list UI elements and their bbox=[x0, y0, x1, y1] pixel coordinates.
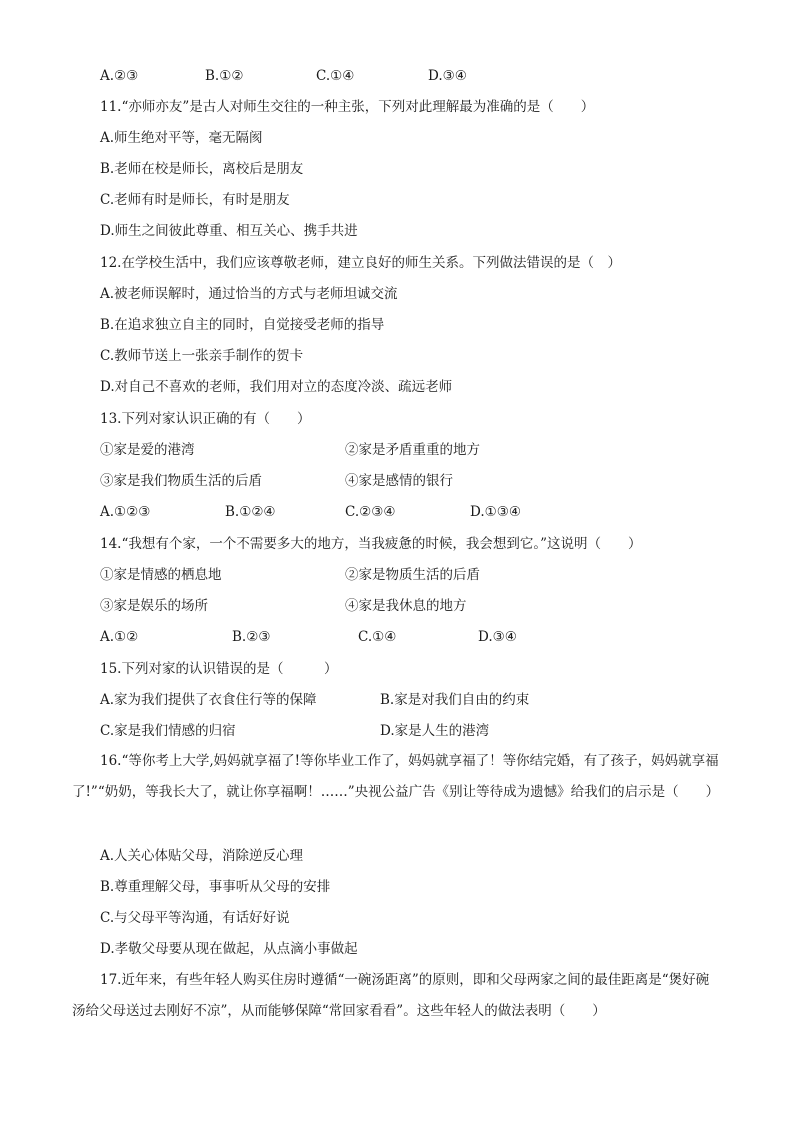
q15-option-b: B.家是对我们自由的约束 bbox=[380, 692, 530, 708]
q12-option-c: C.教师节送上一张亲手制作的贺卡 bbox=[100, 348, 304, 364]
q14-statement-4: ④家是我休息的地方 bbox=[345, 598, 467, 614]
q16-stem: 16.“等你考上大学,妈妈就享福了!等你毕业工作了，妈妈就享福了！等你结完婚，有了孩子，妈妈就享福了!”“奶奶，等我长大了，就让你享福啊！……”央视公益广告《别让等待成为遗憾》给我们的启示是（ ） bbox=[72, 753, 720, 800]
q10-option-c: C.①④ bbox=[316, 68, 355, 84]
q13-statement-3: ③家是我们物质生活的后盾 bbox=[100, 473, 262, 489]
q15-stem: 15.下列对家的认识错误的是（ ） bbox=[100, 661, 338, 677]
q12-option-d: D.对自己不喜欢的老师，我们用对立的态度冷淡、疏远老师 bbox=[100, 379, 453, 395]
q16-option-b: B.尊重理解父母，事事听从父母的安排 bbox=[100, 879, 331, 895]
q16-option-d: D.孝敬父母要从现在做起，从点滴小事做起 bbox=[100, 941, 358, 957]
q13-option-d: D.①③④ bbox=[470, 504, 521, 520]
q14-option-b: B.②③ bbox=[232, 629, 271, 645]
q14-option-a: A.①② bbox=[100, 629, 139, 645]
q15-option-a: A.家为我们提供了衣食住行等的保障 bbox=[100, 692, 317, 708]
q15-option-d: D.家是人生的港湾 bbox=[380, 723, 490, 739]
q14-stem: 14.“我想有个家，一个不需要多大的地方，当我疲惫的时候，我会想到它。”这说明（ ） bbox=[100, 536, 642, 552]
q10-option-b: B.①② bbox=[205, 68, 244, 84]
q14-statement-3: ③家是娱乐的场所 bbox=[100, 598, 208, 614]
q14-statement-1: ①家是情感的栖息地 bbox=[100, 567, 222, 583]
q13-statement-2: ②家是矛盾重重的地方 bbox=[345, 442, 480, 458]
q11-stem: 11.“亦师亦友”是古人对师生交往的一种主张，下列对此理解最为准确的是（ ） bbox=[100, 99, 595, 115]
q13-option-a: A.①②③ bbox=[100, 504, 151, 520]
q15-option-c: C.家是我们情感的归宿 bbox=[100, 723, 236, 739]
q12-stem: 12.在学校生活中，我们应该尊敬老师，建立良好的师生关系。下列做法错误的是（ ） bbox=[100, 255, 621, 271]
q13-stem: 13.下列对家认识正确的有（ ） bbox=[100, 411, 311, 427]
q11-option-a: A.师生绝对平等，毫无隔阂 bbox=[100, 130, 263, 146]
q13-statement-1: ①家是爱的港湾 bbox=[100, 442, 195, 458]
q14-option-d: D.③④ bbox=[478, 629, 517, 645]
q11-option-b: B.老师在校是师长，离校后是朋友 bbox=[100, 161, 304, 177]
q13-statement-4: ④家是感情的银行 bbox=[345, 473, 453, 489]
q16-option-a: A.人关心体贴父母，消除逆反心理 bbox=[100, 848, 304, 864]
q10-option-a: A.②③ bbox=[100, 68, 139, 84]
q12-option-a: A.被老师误解时，通过恰当的方式与老师坦诚交流 bbox=[100, 286, 398, 302]
q16-option-c: C.与父母平等沟通，有话好好说 bbox=[100, 910, 290, 926]
q12-option-b: B.在追求独立自主的同时，自觉接受老师的指导 bbox=[100, 317, 385, 333]
q11-option-c: C.老师有时是师长，有时是朋友 bbox=[100, 192, 290, 208]
q11-option-d: D.师生之间彼此尊重、相互关心、携手共进 bbox=[100, 223, 358, 239]
q17-stem: 17.近年来，有些年轻人购买住房时遵循“一碗汤距离”的原则，即和父母两家之间的最佳距离是“煲好碗汤给父母送过去刚好不凉”，从而能够保障“常回家看看”。这些年轻人的做法表明（ ） bbox=[72, 972, 710, 1019]
q10-option-d: D.③④ bbox=[428, 68, 467, 84]
q14-option-c: C.①④ bbox=[358, 629, 397, 645]
q13-option-b: B.①②④ bbox=[225, 504, 276, 520]
q13-option-c: C.②③④ bbox=[345, 504, 396, 520]
q14-statement-2: ②家是物质生活的后盾 bbox=[345, 567, 480, 583]
